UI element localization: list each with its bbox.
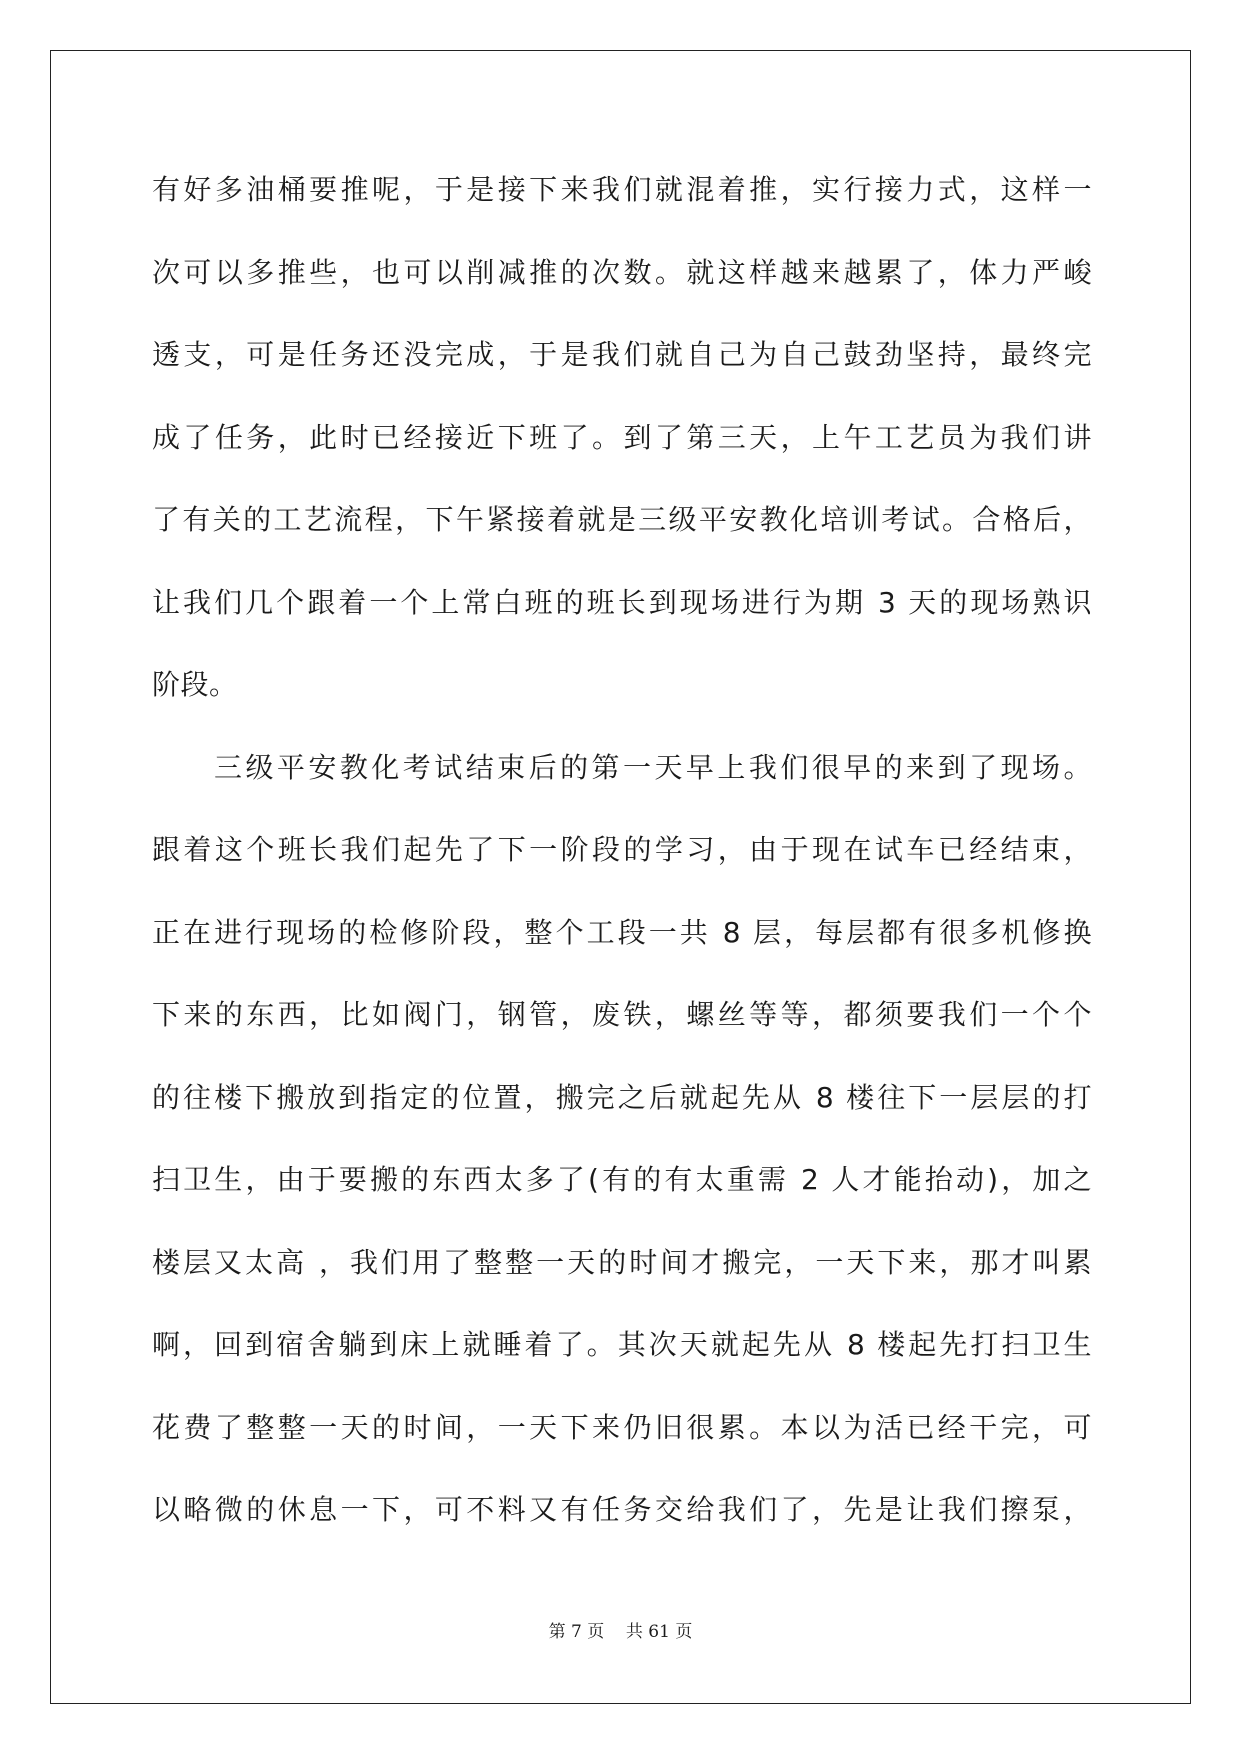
text-line: 啊，回到宿舍躺到床上就睡着了。其次天就起先从 8 楼起先打扫卫生 — [152, 1328, 1092, 1361]
text-line: 下来的东西，比如阀门，钢管，废铁，螺丝等等，都须要我们一个个 — [152, 998, 1092, 1031]
current-page-label: 第 7 页 — [548, 1622, 605, 1642]
total-pages-label: 共 61 页 — [625, 1622, 693, 1642]
text-line: 透支，可是任务还没完成，于是我们就自己为自己鼓劲坚持，最终完 — [152, 338, 1092, 371]
text-line: 楼层又太高 ，我们用了整整一天的时间才搬完，一天下来，那才叫累 — [152, 1245, 1092, 1279]
body-text — [152, 160, 1092, 1563]
text-line-indented: 三级平安教化考试结束后的第一天早上我们很早的来到了现场。 — [214, 750, 1092, 784]
text-line: 跟着这个班长我们起先了下一阶段的学习，由于现在试车已经结束， — [152, 833, 1092, 866]
text-line: 正在进行现场的检修阶段，整个工段一共 8 层，每层都有很多机修换 — [152, 915, 1092, 949]
page-footer — [0, 1617, 1241, 1642]
text-line: 次可以多推些，也可以削减推的次数。就这样越来越累了，体力严峻 — [152, 255, 1092, 289]
text-line: 了有关的工艺流程，下午紧接着就是三级平安教化培训考试。合格后， — [152, 503, 1092, 536]
text-line: 的往楼下搬放到指定的位置，搬完之后就起先从 8 楼往下一层层的打 — [152, 1080, 1092, 1114]
text-line: 花费了整整一天的时间，一天下来仍旧很累。本以为活已经干完，可 — [152, 1410, 1092, 1444]
text-line: 阶段。 — [152, 668, 238, 701]
text-line: 让我们几个跟着一个上常白班的班长到现场进行为期 3 天的现场熟识 — [152, 585, 1092, 619]
text-line: 扫卫生，由于要搬的东西太多了(有的有太重需 2 人才能抬动)，加之 — [152, 1163, 1092, 1196]
text-line: 以略微的休息一下，可不料又有任务交给我们了，先是让我们擦泵， — [152, 1493, 1092, 1526]
text-line: 成了任务，此时已经接近下班了。到了第三天，上午工艺员为我们讲 — [152, 420, 1092, 454]
text-line: 有好多油桶要推呢，于是接下来我们就混着推，实行接力式，这样一 — [152, 173, 1092, 206]
